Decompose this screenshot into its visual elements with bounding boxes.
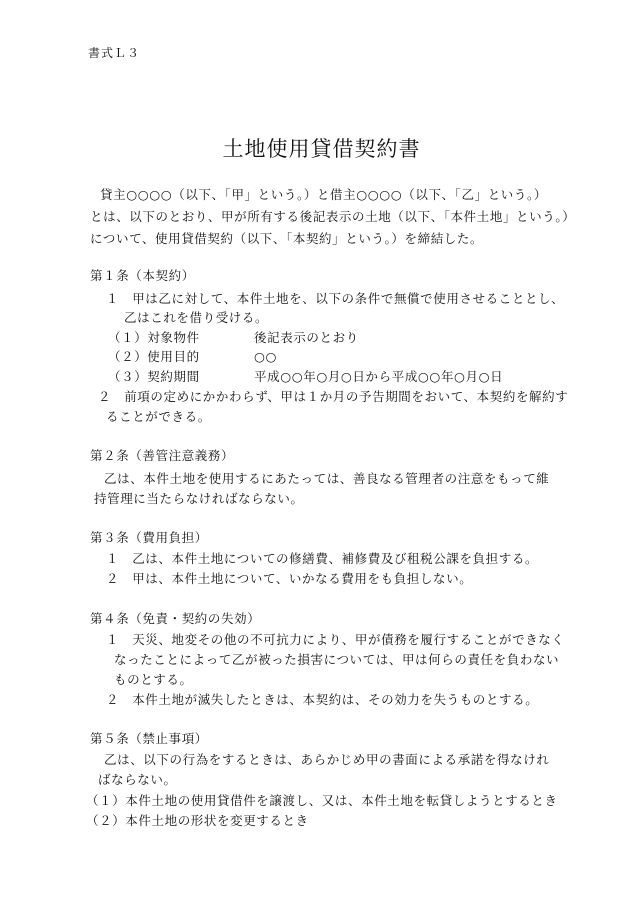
article-heading: 第４条（免責・契約の失効） xyxy=(90,611,261,626)
clause-line: （２）本件土地の形状を変更するとき xyxy=(86,813,309,828)
clause-line: 乙はこれを借り受ける。 xyxy=(124,310,269,325)
clause-line: １ 甲は乙に対して、本件土地を、以下の条件で無償で使用させることとし、 xyxy=(106,291,565,306)
clause-line: ２ 本件土地が滅失したときは、本契約は、その効力を失うものとする。 xyxy=(106,692,539,707)
clause-line: １ 乙は、本件土地についての修繕費、補修費及び租税公課を負担する。 xyxy=(106,551,539,566)
clause-line: 乙は、本件土地を使用するにあたっては、善良なる管理者の注意をもって維 xyxy=(104,471,550,486)
condition-label: （１）対象物件 xyxy=(108,330,200,345)
clause-line: １ 天災、地変その他の不可抗力により、甲が債務を履行することができなく xyxy=(106,632,565,647)
condition-label: （３）契約期間 xyxy=(108,369,200,384)
form-number: 書式Ｌ３ xyxy=(88,46,141,60)
article-heading: 第５条（禁止事項） xyxy=(90,731,208,746)
clause-line: ２ 甲は、本件土地について、いかなる費用をも負担しない。 xyxy=(106,571,473,586)
condition-value: ○○ xyxy=(254,349,278,364)
document-title: 土地使用貸借契約書 xyxy=(222,137,421,161)
article-heading: 第２条（善管注意義務） xyxy=(90,448,235,463)
clause-line: ばならない。 xyxy=(98,772,177,787)
condition-value: 平成○○年○月○日から平成○○年○月○日 xyxy=(254,369,504,384)
article-heading: 第１条（本契約） xyxy=(90,268,195,283)
clause-line: 持管理に当たらなければならない。 xyxy=(94,491,304,506)
clause-line: ２ 前項の定めにかかわらず、甲は１か月の予告期間をおいて、本契約を解約す xyxy=(98,389,569,404)
preamble-line: とは、以下のとおり、甲が所有する後記表示の土地（以下、「本件土地」という。） xyxy=(90,209,576,224)
condition-value: 後記表示のとおり xyxy=(254,330,359,345)
clause-line: ることができる。 xyxy=(106,409,211,424)
preamble-line: について、使用貸借契約（以下、「本契約」という。）を締結した。 xyxy=(90,231,484,246)
clause-line: 乙は、以下の行為をするときは、あらかじめ甲の書面による承諾を得なけれ xyxy=(104,752,550,767)
preamble-line: 貸主○○○○（以下、「甲」という。）と借主○○○○（以下、「乙」という。） xyxy=(100,187,547,202)
clause-line: （１）本件土地の使用貸借件を譲渡し、又は、本件土地を転貸しようとするとき xyxy=(86,793,558,808)
condition-label: （２）使用目的 xyxy=(108,349,200,364)
clause-line: ものとする。 xyxy=(114,672,193,687)
article-heading: 第３条（費用負担） xyxy=(90,530,208,545)
clause-line: なったことによって乙が被った損害については、甲は何らの責任を負わない xyxy=(114,652,560,667)
